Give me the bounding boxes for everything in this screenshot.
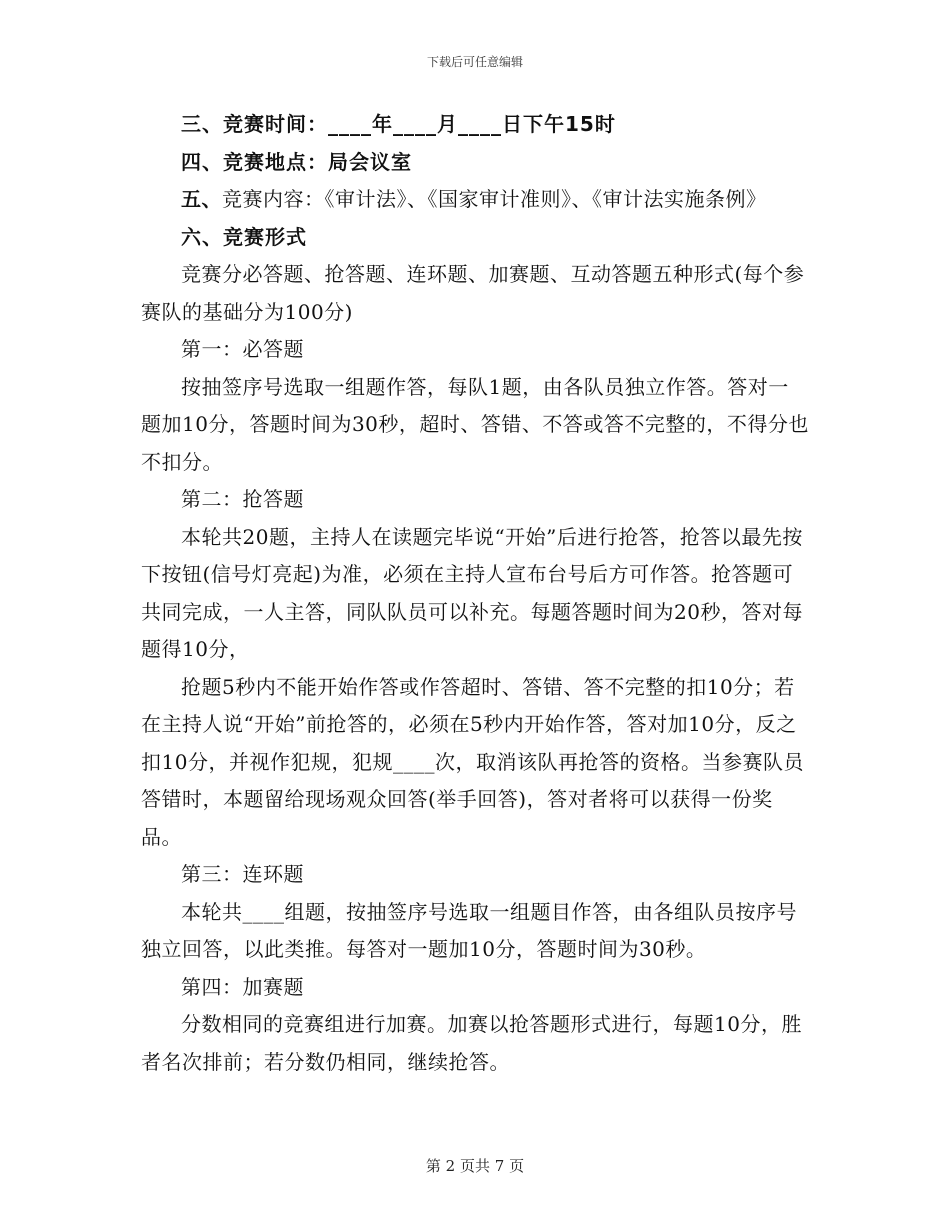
part3-paragraph: 本轮共____组题，按抽签序号选取一组题目作答，由各组队员按序号独立回答，以此类推。每答对一题加10分，答题时间为30秒。 [141, 899, 797, 961]
part2-paragraph-1: 本轮共20题，主持人在读题完毕说“开始”后进行抢答，抢答以最先按下按钮(信号灯亮起)为准，必须在主持人宣布台号后方可作答。抢答题可共同完成，一人主答，同队队员可以补充。每题答题时间为20秒，答对每题得10分， [141, 524, 803, 661]
page-header: 下载后可任意编辑 [426, 55, 523, 69]
section-competition-content [141, 181, 809, 219]
part4-paragraph: 分数相同的竞赛组进行加赛。加赛以抢答题形式进行，每题10分，胜者名次排前；若分数仍相同，继续抢答。 [141, 1012, 802, 1074]
page-footer: 第 2 页共 7 页 [425, 1157, 525, 1175]
part2-paragraph-2: 抢题5秒内不能开始作答或作答超时、答错、答不完整的扣10分；若在主持人说“开始”前抢答的，必须在5秒内开始作答，答对加10分，反之扣10分，并视作犯规，犯规____次，取消该队再抢答的资格。当参赛队员答错时，本题留给现场观众回答(举手回答)，答对者将可以获得一份奖品。 [141, 674, 804, 849]
section-competition-time: 三、竞赛时间：____年____月____日下午15时 [181, 112, 616, 136]
part3-title: 第三：连环题 [181, 862, 304, 886]
part4-title: 第四：加赛题 [181, 974, 304, 999]
part1-title: 第一：必答题 [181, 337, 304, 361]
part2-title: 第二：抢答题 [181, 487, 304, 511]
form-intro-paragraph: 竞赛分必答题、抢答题、连环题、加赛题、互动答题五种形式(每个参赛队的基础分为100分) [141, 262, 805, 324]
section-number: 五、 [181, 187, 222, 211]
section-competition-place: 四、竞赛地点：局会议室 [181, 149, 412, 174]
section-competition-form-title: 六、竞赛形式 [181, 224, 307, 249]
document-body [141, 106, 809, 1081]
part1-paragraph: 按抽签序号选取一组题作答，每队1题，由各队员独立作答。答对一题加10分，答题时间为30秒，超时、答错、不答或答不完整的，不得分也不扣分。 [141, 374, 809, 474]
section-content-text: 竞赛内容：《审计法》、《国家审计准则》、《审计法实施条例》 [222, 187, 767, 211]
